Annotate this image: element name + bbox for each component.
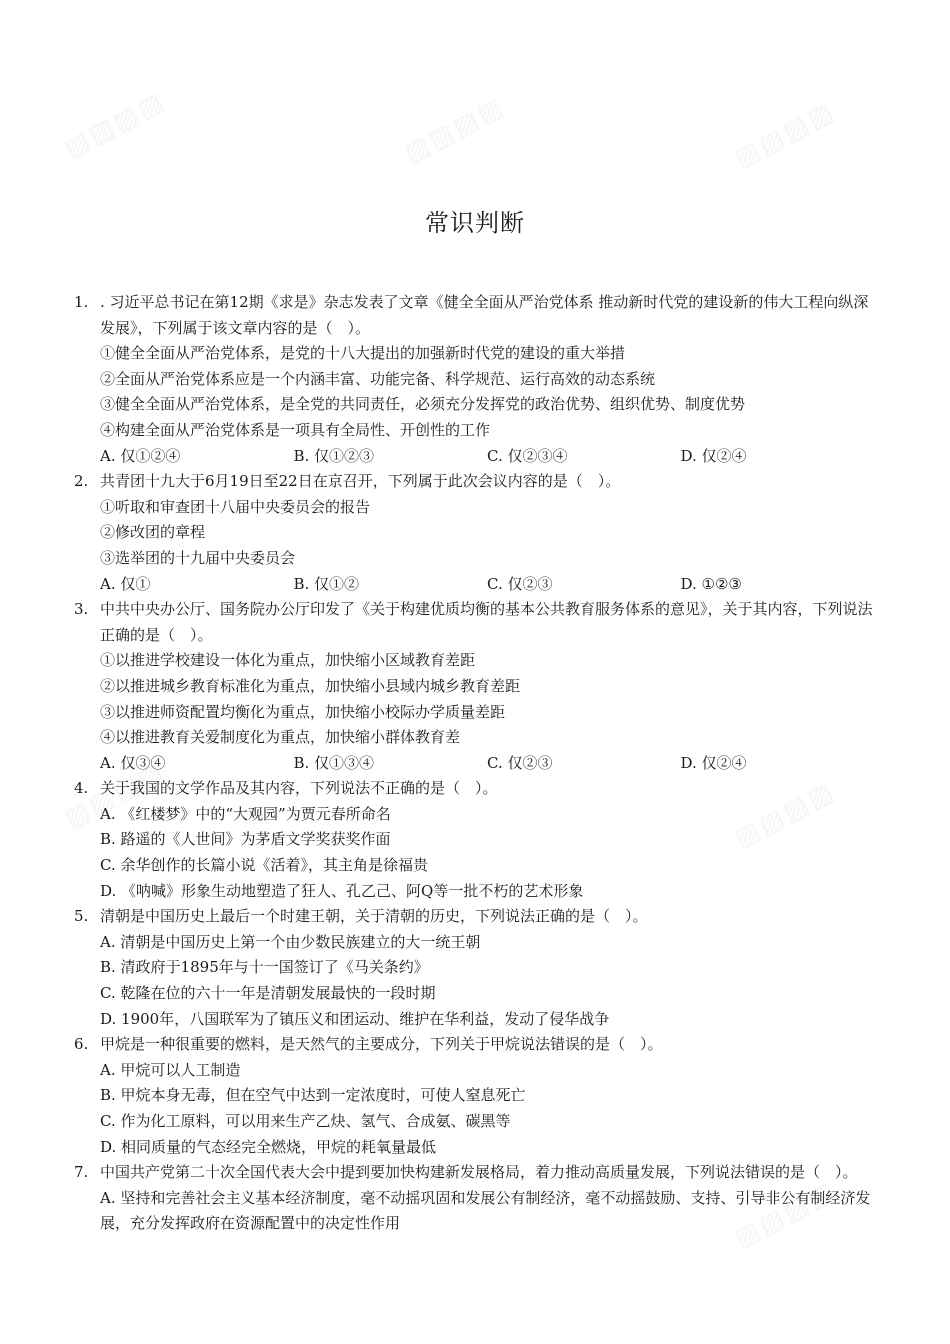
question-number: 6. xyxy=(74,1035,89,1054)
option-c[interactable]: C. 仅②③ xyxy=(487,574,553,593)
statement: ①以推进学校建设一体化为重点，加快缩小区域教育差距 xyxy=(100,651,476,670)
question-stem: 中国共产党第二十次全国代表大会中提到要加快构建新发展格局，着力推动高质量发展，下列说法错误的是（ ）。 xyxy=(100,1163,858,1182)
watermark xyxy=(729,96,840,174)
option-c[interactable]: C. 作为化工原料，可以用来生产乙炔、氢气、合成氨、碳黑等 xyxy=(100,1112,511,1130)
option-a[interactable]: A. 《红楼梦》中的“大观园”为贾元春所命名 xyxy=(100,804,391,823)
statement: ②全面从严治党体系应是一个内涵丰富、功能完备、科学规范、运行高效的动态系统 xyxy=(100,369,656,388)
option-b[interactable]: B. 清政府于1895年与十一国签订了《马关条约》 xyxy=(100,958,429,977)
question-stem: 中共中央办公厅、国务院办公厅印发了《关于构建优质均衡的基本公共教育服务体系的意见》，关于其内容，下列说法正确的是（ ）。 xyxy=(100,600,873,644)
page-title: 常识判断 xyxy=(425,209,525,237)
option-d[interactable]: D. 仅②④ xyxy=(680,446,747,465)
question-stem: 共青团十九大于6月19日至22日在京召开，下列属于此次会议内容的是（ ）。 xyxy=(100,472,621,491)
answer-options xyxy=(100,572,874,598)
question-number: 5. xyxy=(74,907,89,926)
question xyxy=(74,776,874,904)
question xyxy=(74,290,874,469)
question-number: 7. xyxy=(74,1163,89,1182)
statement: ④以推进教育关爱制度化为重点，加快缩小群体教育差 xyxy=(100,728,461,747)
question xyxy=(74,597,874,776)
statement: ③健全全面从严治党体系，是全党的共同责任，必须充分发挥党的政治优势、组织优势、制度优势 xyxy=(100,395,746,414)
statement: ①听取和审查团十八届中央委员会的报告 xyxy=(100,497,371,516)
option-d[interactable]: D. 相同质量的气态经完全燃烧，甲烷的耗氧量最低 xyxy=(100,1137,437,1156)
option-a[interactable]: A. 清朝是中国历史上第一个由少数民族建立的大一统王朝 xyxy=(100,932,481,951)
question xyxy=(74,904,874,1032)
question-stem: 甲烷是一种很重要的燃料，是天然气的主要成分，下列关于甲烷说法错误的是（ ）。 xyxy=(100,1035,663,1054)
option-c[interactable]: C. 仅②③④ xyxy=(487,446,568,465)
question-number: 2. xyxy=(74,472,89,491)
option-a[interactable]: A. 仅③④ xyxy=(100,753,166,772)
option-b[interactable]: B. 甲烷本身无毒，但在空气中达到一定浓度时，可使人窒息死亡 xyxy=(100,1086,526,1105)
question xyxy=(74,1160,874,1237)
question xyxy=(74,1032,874,1160)
watermark xyxy=(399,91,510,169)
statement: ①健全全面从严治党体系，是党的十八大提出的加强新时代党的建设的重大举措 xyxy=(100,344,626,363)
option-c[interactable]: C. 仅②③ xyxy=(487,753,553,772)
option-c[interactable]: C. 乾隆在位的六十一年是清朝发展最快的一段时期 xyxy=(100,984,436,1003)
answer-options xyxy=(100,751,874,777)
statement: ④构建全面从严治党体系是一项具有全局性、开创性的工作 xyxy=(100,420,491,439)
option-d[interactable]: D. 仅②④ xyxy=(680,753,747,772)
question-stem: 清朝是中国历史上最后一个时建王朝，关于清朝的历史，下列说法正确的是（ ）。 xyxy=(100,907,648,926)
answer-options xyxy=(100,444,874,470)
statement: ③选举团的十九届中央委员会 xyxy=(100,548,296,567)
option-a[interactable]: A. 坚持和完善社会主义基本经济制度，毫不动摇巩固和发展公有制经济，毫不动摇鼓励、支持、引导非公有制经济发展，充分发挥政府在资源配置中的决定性作用 xyxy=(100,1188,871,1233)
question-number: 3. xyxy=(74,600,89,619)
option-a[interactable]: A. 仅① xyxy=(100,574,151,593)
option-a[interactable]: A. 甲烷可以人工制造 xyxy=(100,1060,241,1079)
option-b[interactable]: B. 仅①③④ xyxy=(293,753,375,772)
question xyxy=(74,469,874,597)
option-b[interactable]: B. 仅①②③ xyxy=(293,446,375,465)
watermark xyxy=(59,86,170,164)
question-number: 4. xyxy=(74,779,89,798)
statement: ③以推进师资配置均衡化为重点，加快缩小校际办学质量差距 xyxy=(100,702,506,721)
option-d[interactable]: D. ①②③ xyxy=(680,574,742,593)
option-d[interactable]: D. 《呐喊》形象生动地塑造了狂人、孔乙己、阿Q等一批不朽的艺术形象 xyxy=(100,881,584,900)
statement: ②修改团的章程 xyxy=(100,523,206,542)
option-a[interactable]: A. 仅①②④ xyxy=(100,446,181,465)
option-b[interactable]: B. 路遥的《人世间》为茅盾文学奖获奖作面 xyxy=(100,830,391,849)
option-d[interactable]: D. 1900年，八国联军为了镇压义和团运动、维护在华利益，发动了侵华战争 xyxy=(100,1009,610,1028)
question-stem: . 习近平总书记在第12期《求是》杂志发表了文章《健全全面从严治党体系 推动新时代党的建设新的伟大工程向纵深发展》，下列属于该文章内容的是（ ）。 xyxy=(100,293,869,337)
option-c[interactable]: C. 余华创作的长篇小说《活着》，其主角是徐福贵 xyxy=(100,856,428,875)
question-list xyxy=(74,290,874,1237)
option-b[interactable]: B. 仅①② xyxy=(293,574,360,593)
statement: ②以推进城乡教育标准化为重点，加快缩小县域内城乡教育差距 xyxy=(100,676,521,695)
question-number: 1. xyxy=(74,293,89,311)
question-stem: 关于我国的文学作品及其内容，下列说法不正确的是（ ）。 xyxy=(100,779,498,798)
